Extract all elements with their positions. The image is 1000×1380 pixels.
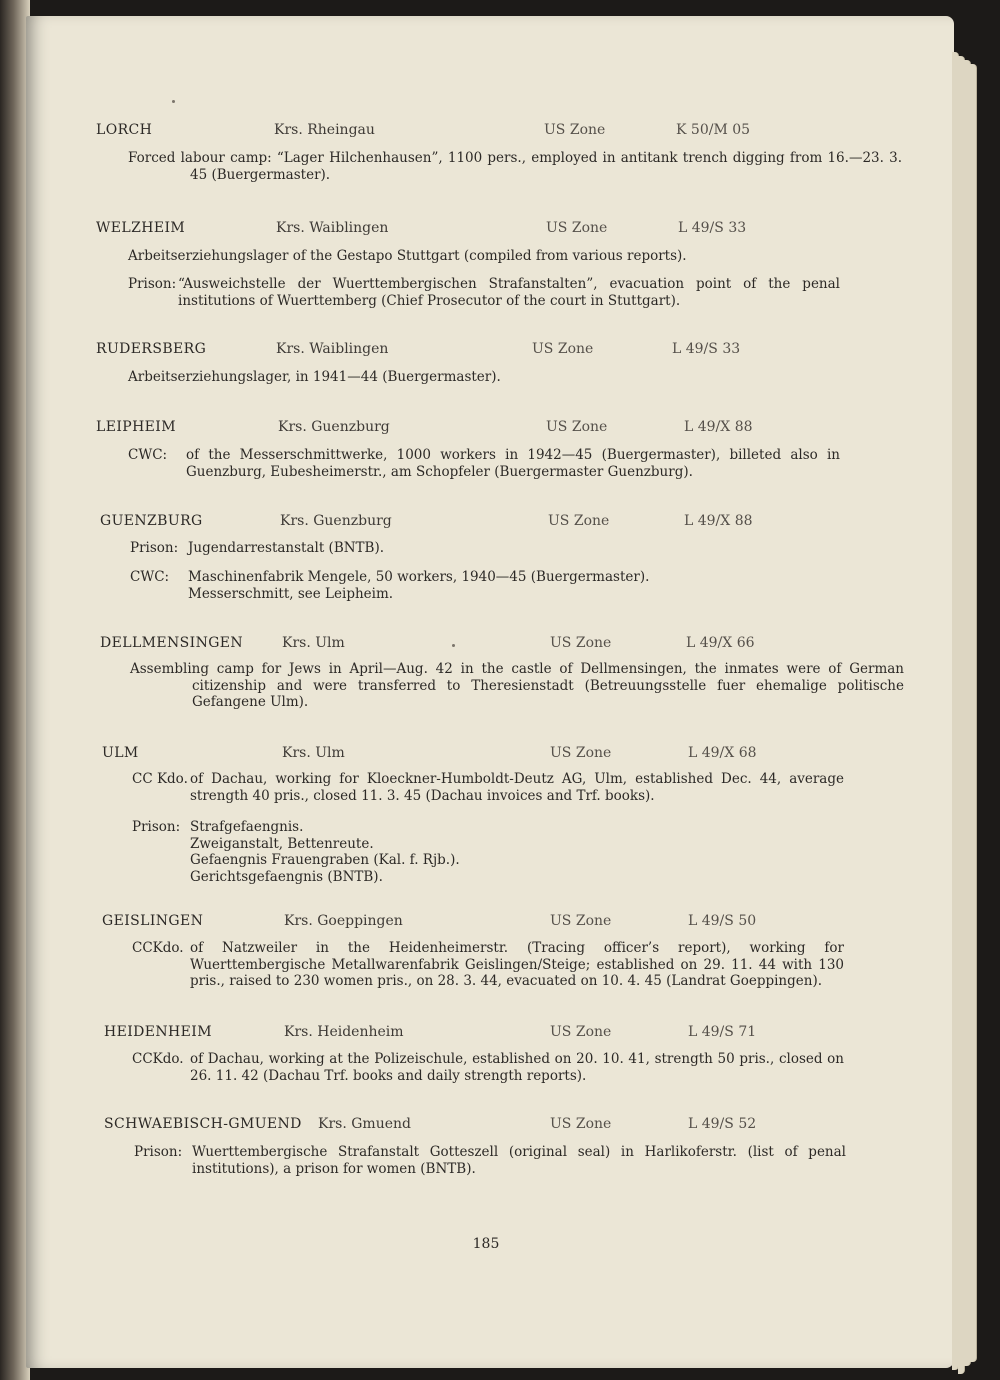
category-label: CWC: xyxy=(128,447,168,463)
zone: US Zone xyxy=(546,220,608,236)
district: Krs. Waiblingen xyxy=(276,220,389,236)
zone: US Zone xyxy=(544,122,606,138)
category-label: Prison: xyxy=(128,276,177,292)
item-lines xyxy=(188,540,842,557)
entry-text xyxy=(128,248,902,265)
category-label: CCKdo. xyxy=(132,940,184,956)
place-name: HEIDENHEIM xyxy=(104,1024,212,1040)
grid-reference: L 49/X 88 xyxy=(684,513,753,529)
district: Krs. Gmuend xyxy=(318,1116,411,1132)
item-line: Zweiganstalt, Bettenreute. xyxy=(190,835,374,852)
entry-text xyxy=(130,661,904,711)
category-label: Prison: xyxy=(134,1144,183,1160)
place-name: GUENZBURG xyxy=(100,513,203,529)
grid-reference: L 49/S 33 xyxy=(678,220,747,236)
zone: US Zone xyxy=(546,419,608,435)
category-label: CC Kdo. xyxy=(132,771,188,787)
entry-text-content: Forced labour camp: “Lager Hilchenhausen”, 1100 pers., employed in antitank trench digging from 16.—23. 3. 45 (Buergermaster). xyxy=(128,150,902,183)
place-name: LEIPHEIM xyxy=(96,419,176,435)
zone: US Zone xyxy=(550,1024,612,1040)
item-lines xyxy=(190,819,844,885)
zone: US Zone xyxy=(550,1116,612,1132)
paper-speck xyxy=(172,100,175,103)
grid-reference: L 49/S 33 xyxy=(672,341,741,357)
item-line: Gefaengnis Frauengraben (Kal. f. Rjb.). xyxy=(190,852,460,868)
grid-reference: L 49/X 88 xyxy=(684,419,753,435)
entry-text-content: Arbeitserziehungslager, in 1941—44 (Buergermaster). xyxy=(128,369,501,385)
district: Krs. Rheingau xyxy=(274,122,375,138)
category-label: CCKdo. xyxy=(132,1051,184,1067)
zone: US Zone xyxy=(548,513,610,529)
item-text: “Ausweichstelle der Wuerttembergischen Strafanstalten”, evacuation point of the penal institutions of Wuerttemberg (Chief Prosecutor of the court in Stuttgart). xyxy=(178,276,840,309)
place-name: LORCH xyxy=(96,122,153,138)
place-name: RUDERSBERG xyxy=(96,341,207,357)
page-content xyxy=(26,16,954,1368)
grid-reference: L 49/X 68 xyxy=(688,745,757,761)
district: Krs. Goeppingen xyxy=(284,913,403,929)
item-lines xyxy=(188,569,842,602)
grid-reference: L 49/X 66 xyxy=(686,635,755,651)
place-name: GEISLINGEN xyxy=(102,913,204,929)
item-text: of the Messerschmittwerke, 1000 workers in 1942—45 (Buergermaster), billeted also in Guenzburg, Eubesheimerstr., am Schopfeler (Buergermaster Guenzburg). xyxy=(186,447,840,480)
district: Krs. Guenzburg xyxy=(280,513,392,529)
item-line: Maschinenfabrik Mengele, 50 workers, 1940—45 (Buergermaster). xyxy=(188,569,650,585)
district: Krs. Guenzburg xyxy=(278,419,390,435)
zone: US Zone xyxy=(550,745,612,761)
item-text: Wuerttembergische Strafanstalt Gotteszell (original seal) in Harlikoferstr. (list of penal institutions), a prison for women (BNTB). xyxy=(192,1144,846,1177)
paper-speck xyxy=(452,644,455,647)
zone: US Zone xyxy=(532,341,594,357)
place-name: WELZHEIM xyxy=(96,220,186,236)
item-text: of Dachau, working at the Polizeischule, established on 20. 10. 41, strength 50 pris., closed on 26. 11. 42 (Dachau Trf. books and daily strength reports). xyxy=(190,1051,844,1084)
grid-reference: L 49/S 50 xyxy=(688,913,757,929)
district: Krs. Ulm xyxy=(282,745,345,761)
entry-text xyxy=(128,369,902,386)
page-stack-edge xyxy=(970,64,977,1362)
zone: US Zone xyxy=(550,635,612,651)
category-label: CWC: xyxy=(130,569,170,585)
district: Krs. Waiblingen xyxy=(276,341,389,357)
grid-reference: L 49/S 52 xyxy=(688,1116,757,1132)
item-line: Gerichtsgefaengnis (BNTB). xyxy=(190,868,383,885)
district: Krs. Heidenheim xyxy=(284,1024,404,1040)
category-label: Prison: xyxy=(130,540,179,556)
district: Krs. Ulm xyxy=(282,635,345,651)
item-text: of Dachau, working for Kloeckner-Humboldt-Deutz AG, Ulm, established Dec. 44, average strength 40 pris., closed 11. 3. 45 (Dachau invoices and Trf. books). xyxy=(190,771,844,804)
grid-reference: L 49/S 71 xyxy=(688,1024,757,1040)
grid-reference: K 50/M 05 xyxy=(676,122,751,138)
item-line: Strafgefaengnis. xyxy=(190,819,304,835)
page-number: 185 xyxy=(472,1236,500,1252)
item-line: Messerschmitt, see Leipheim. xyxy=(188,585,394,602)
place-name: ULM xyxy=(102,745,139,761)
place-name: SCHWAEBISCH-GMUEND xyxy=(104,1116,302,1132)
entry-text xyxy=(128,150,902,183)
entry-text-content: Assembling camp for Jews in April—Aug. 42 in the castle of Dellmensingen, the inmates were of German citizenship and were transferred to Theresienstadt (Betreuungsstelle fuer ehemalige politische Gefangene Ulm). xyxy=(130,661,904,710)
category-label: Prison: xyxy=(132,819,181,835)
book-page xyxy=(26,16,954,1368)
place-name: DELLMENSINGEN xyxy=(100,635,244,651)
entry-text-content: Arbeitserziehungslager of the Gestapo Stuttgart (compiled from various reports). xyxy=(128,248,687,264)
item-text: of Natzweiler in the Heidenheimerstr. (Tracing officer’s report), working for Wuerttembergische Metallwarenfabrik Geislingen/Steige; established on 29. 11. 44 with 130 pris., raised to 230 women pris., on 28. 3. 44, evacuated on 10. 4. 45 (Landrat Goeppingen). xyxy=(190,940,844,989)
item-line: Jugendarrestanstalt (BNTB). xyxy=(188,540,385,556)
zone: US Zone xyxy=(550,913,612,929)
